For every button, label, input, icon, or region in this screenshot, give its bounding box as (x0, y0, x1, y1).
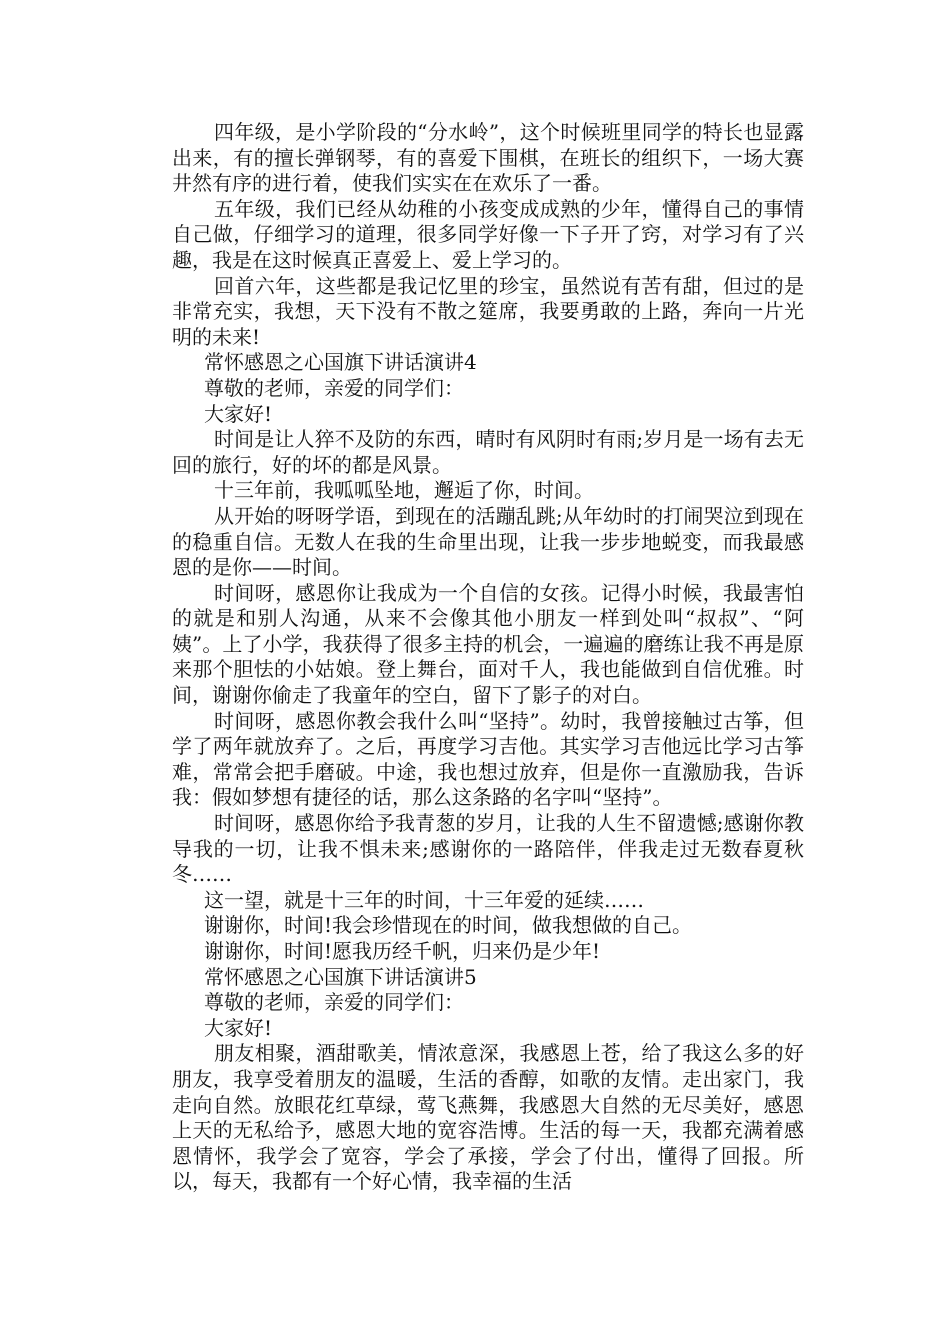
salutation: 尊敬的老师，亲爱的同学们： (204, 990, 464, 1015)
paragraph: 谢谢你，时间!我会珍惜现在的时间，做我想做的自己。 (204, 913, 693, 938)
section-heading: 常怀感恩之心国旗下讲话演讲4 (204, 350, 477, 375)
greeting: 大家好! (204, 1015, 273, 1040)
paragraph: 时间呀，感恩你让我成为一个自信的女孩。记得小时候，我最害怕的就是和别人沟通，从来不会像其他小朋友一样到处叫“叔叔”、“阿姨”。上了小学，我获得了很多主持的机会，一遍遍的磨练让我不再是原来那个胆怯的小姑娘。登上舞台，面对千人，我也能做到自信优雅。时间，谢谢你偷走了我童年的空白，留下了影子的对白。 (172, 580, 804, 708)
salutation: 尊敬的老师，亲爱的同学们： (204, 375, 464, 400)
greeting: 大家好! (204, 401, 273, 426)
paragraph: 时间是让人猝不及防的东西，晴时有风阴时有雨;岁月是一场有去无回的旅行，好的坏的都是风景。 (172, 427, 804, 477)
document-body (172, 120, 804, 1195)
paragraph: 四年级，是小学阶段的“分水岭”，这个时候班里同学的特长也显露出来，有的擅长弹钢琴，有的喜爱下围棋，在班长的组织下，一场大赛井然有序的进行着，使我们实实在在欢乐了一番。 (172, 120, 804, 196)
paragraph: 时间呀，感恩你给予我青葱的岁月，让我的人生不留遗憾;感谢你教导我的一切，让我不惧未来;感谢你的一路陪伴，伴我走过无数春夏秋冬…… (172, 811, 804, 887)
paragraph: 这一望，就是十三年的时间，十三年爱的延续…… (204, 887, 644, 912)
paragraph: 从开始的呀呀学语，到现在的活蹦乱跳;从年幼时的打闹哭泣到现在的稳重自信。无数人在我的生命里出现，让我一步步地蜕变，而我最感恩的是你——时间。 (172, 503, 804, 580)
paragraph: 十三年前，我呱呱坠地，邂逅了你，时间。 (214, 478, 594, 503)
paragraph: 谢谢你，时间!愿我历经千帆，归来仍是少年! (204, 939, 601, 963)
section-heading: 常怀感恩之心国旗下讲话演讲5 (204, 964, 477, 989)
paragraph: 回首六年，这些都是我记忆里的珍宝，虽然说有苦有甜，但过的是非常充实，我想，天下没有不散之筵席，我要勇敢的上路，奔向一片光明的未来! (172, 273, 804, 349)
paragraph: 朋友相聚，酒甜歌美，情浓意深，我感恩上苍，给了我这么多的好朋友，我享受着朋友的温暖，生活的香醇，如歌的友情。走出家门，我走向自然。放眼花红草绿，莺飞燕舞，我感恩大自然的无尽美好，感恩上天的无私给予，感恩大地的宽容浩博。生活的每一天，我都充满着感恩情怀，我学会了宽容，学会了承接，学会了付出，懂得了回报。所以，每天，我都有一个好心情，我幸福的生活 (172, 1041, 804, 1194)
paragraph: 五年级，我们已经从幼稚的小孩变成成熟的少年，懂得自己的事情自己做，仔细学习的道理，很多同学好像一下子开了窍，对学习有了兴趣，我是在这时候真正喜爱上、爱上学习的。 (172, 196, 804, 272)
paragraph: 时间呀，感恩你教会我什么叫“坚持”。幼时，我曾接触过古筝，但学了两年就放弃了。之后，再度学习吉他。其实学习吉他远比学习古筝难，常常会把手磨破。中途，我也想过放弃，但是你一直激励我，告诉我：假如梦想有捷径的话，那么这条路的名字叫“坚持”。 (172, 708, 804, 810)
